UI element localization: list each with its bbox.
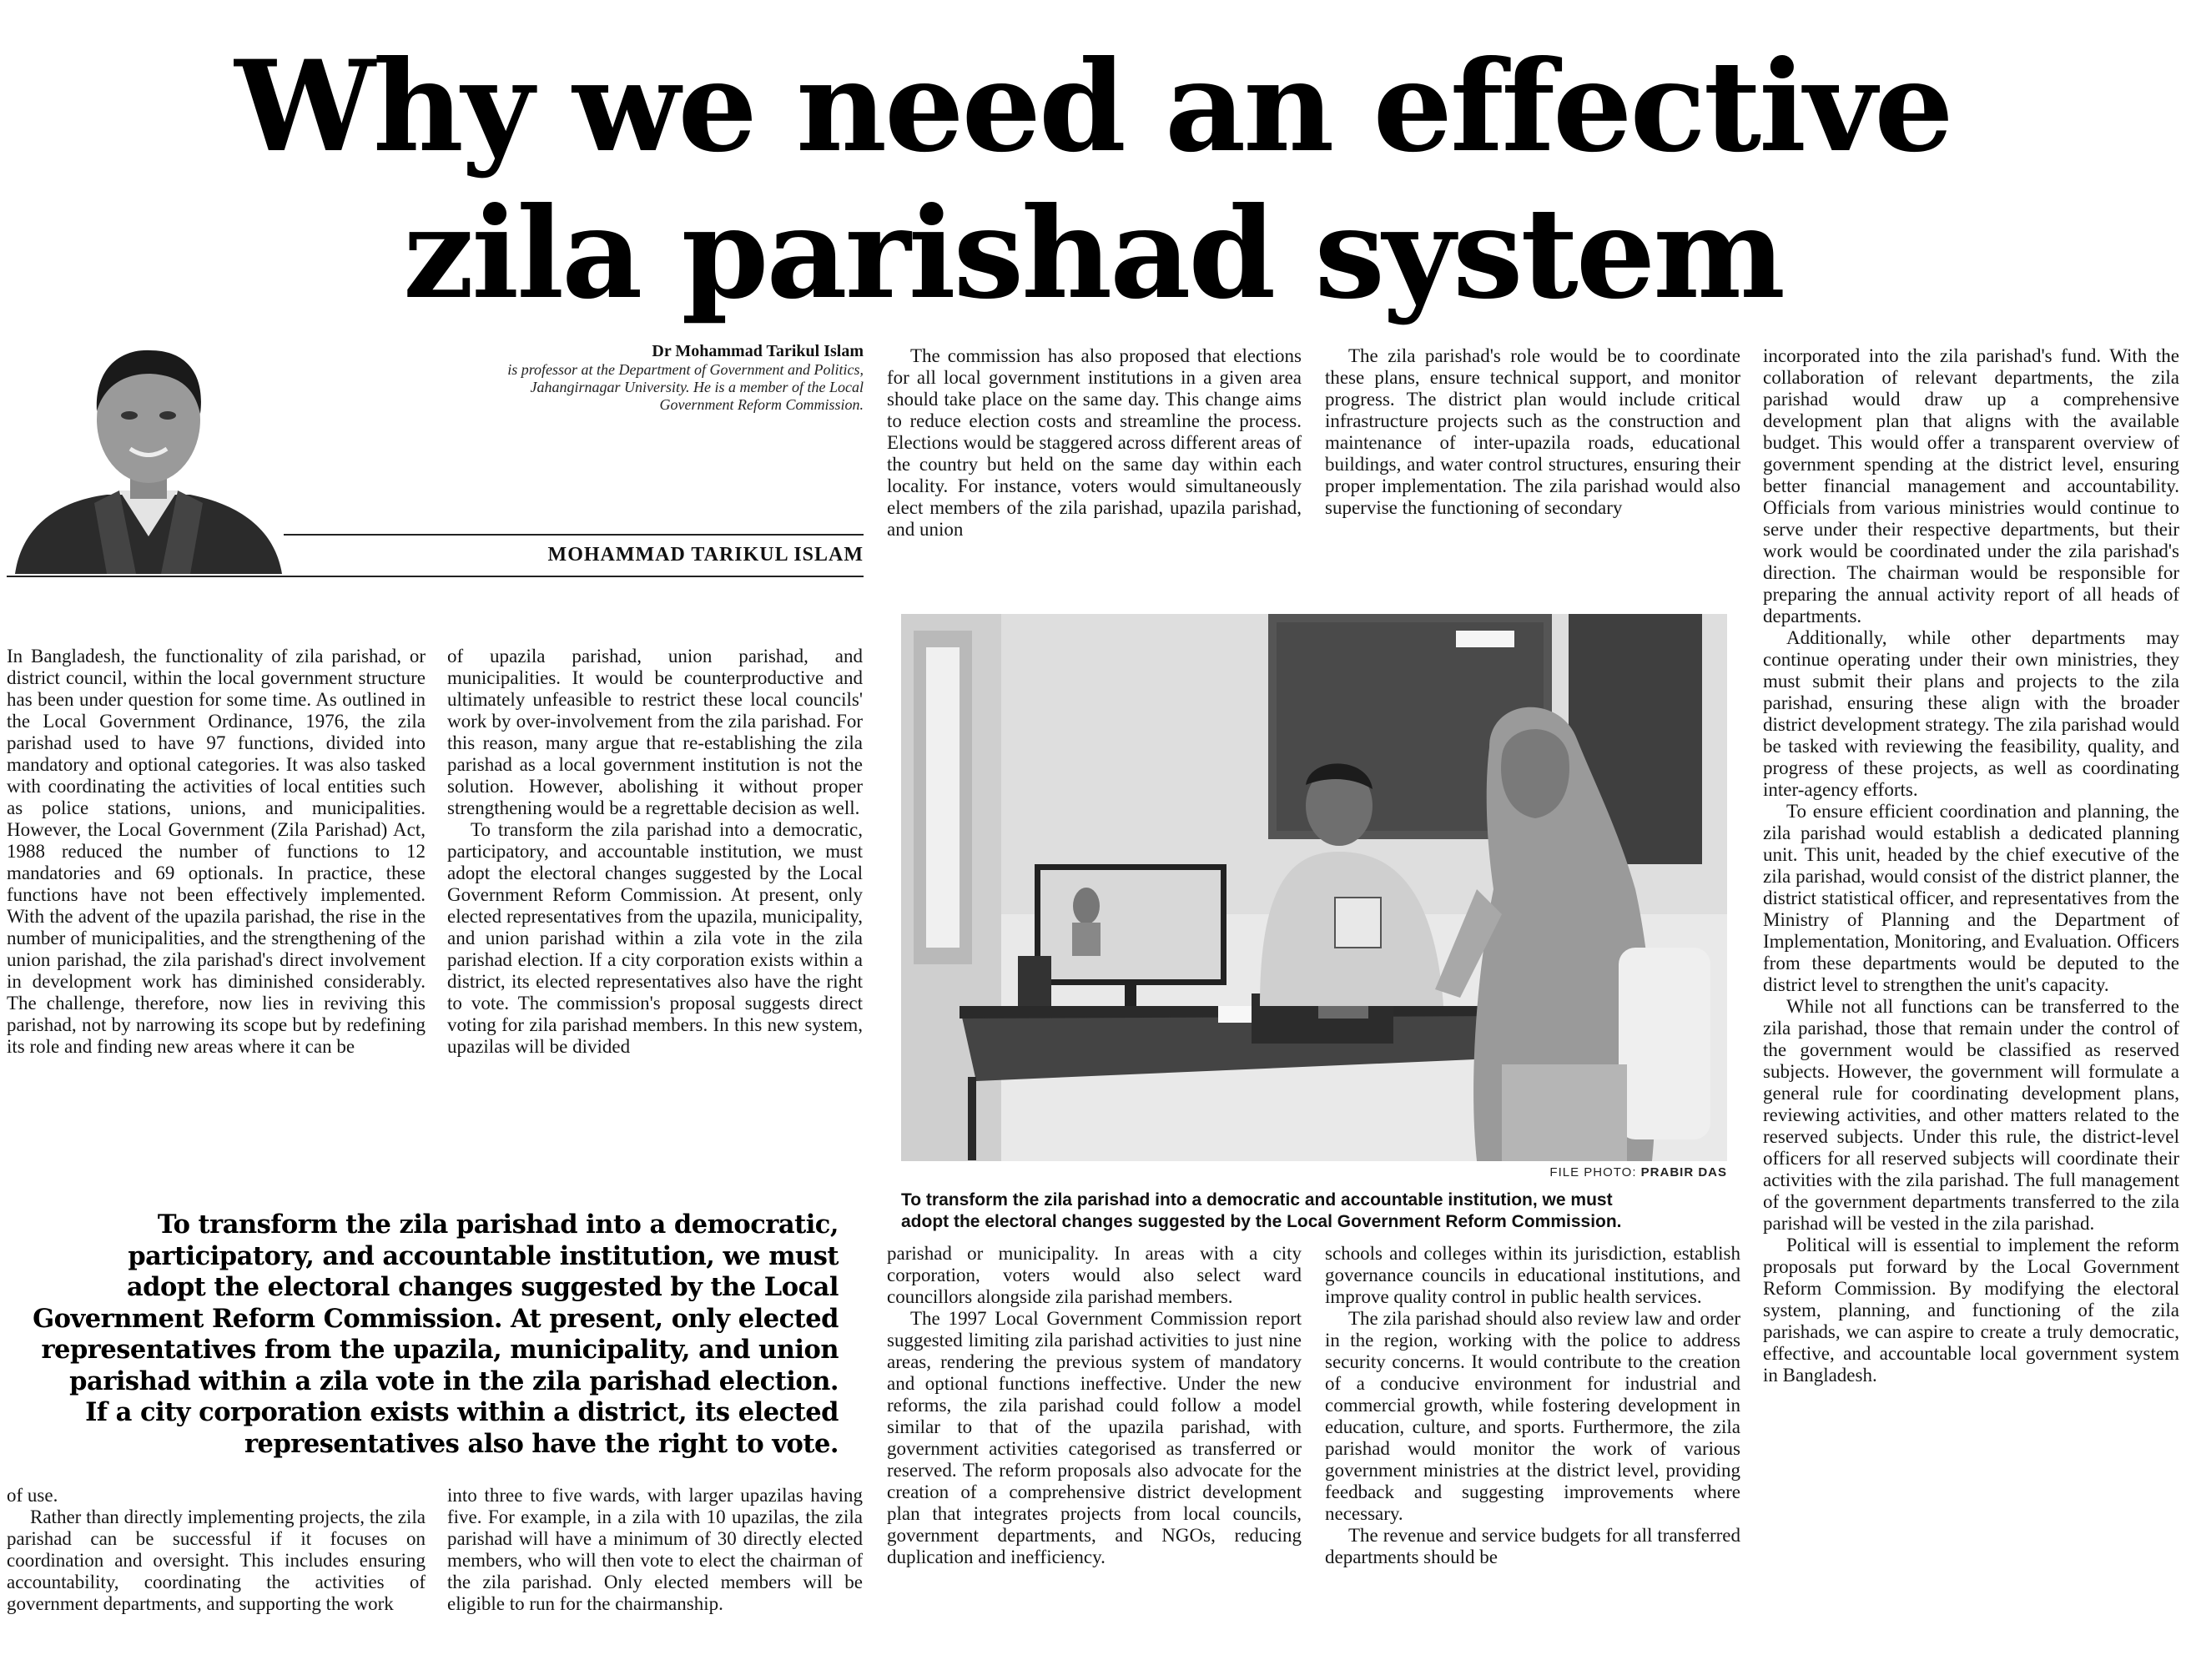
photo-caption-line-2: adopt the electoral changes suggested by the Local Government Reform Commission.	[901, 1212, 1622, 1231]
photo-credit-prefix: FILE PHOTO:	[1549, 1165, 1637, 1180]
author-bottom-rule	[7, 576, 864, 577]
column-5	[1763, 345, 2179, 1673]
author-portrait	[7, 332, 290, 574]
byline-bio-line-1: is professor at the Department of Government and Politics,	[507, 361, 864, 378]
byline-box	[400, 342, 864, 414]
paragraph: In Bangladesh, the functionality of zila parishad, or district council, within the local government structure has been under question for some time. As outlined in the Local Government Ordinance, 1976, the zila parishad used to have 97 functions, divided into mandatory and optional categories. It was also tasked with coordinating the activities of local entities such as police stations, unions, and municipalities. However, the Local Government (Zila Parishad) Act, 1988 reduced the number of functions to 12 mandatories and 69 optionals. In practice, these functions have not been effectively implemented. With the advent of the upazila parishad, the rise in the number of municipalities, and the strengthening of the union parishad, the zila parishad's direct involvement in development work has diminished considerably. The challenge, therefore, now lies in reviving this parishad, not by narrowing its scope but by redefining its role and finding new areas where it can be	[7, 646, 426, 1057]
paragraph: The commission has also proposed that elections for all local government institutions in a given area should take place on the same day. This change aims to reduce election costs and streamline the process. Elections would be staggered across different areas of the country but held on the same day within each locality. For instance, voters would simultaneously elect members of the zila parishad, upazila parishad, and union	[887, 345, 1302, 540]
paragraph: Additionally, while other departments may continue operating under their own ministries, they must submit their plans and projects to the zila parishad, ensuring these align with the broader district development strategy. The zila parishad would be tasked with reviewing the feasibility, quality, and progress of these projects, as well as coordinating inter-agency efforts.	[1763, 627, 2179, 800]
paragraph: Political will is essential to implement the reform proposals put forward by the Local Government Reform Commission. By modifying the electoral system, planning, and functioning of the zila parishads, we can aspire to create a truly democratic, effective, and accountable local government system in Bangladesh.	[1763, 1235, 2179, 1386]
paragraph: The zila parishad's role would be to coordinate these plans, ensure technical support, and monitor progress. The district plan would include critical infrastructure projects such as the construction and maintenance of inter-upazila roads, educational buildings, and water control structures, ensuring their proper implementation. The zila parishad would also supervise the functioning of secondary	[1325, 345, 1740, 518]
pull-quote-line: adopt the electoral changes suggested by the Local	[126, 1272, 839, 1302]
paragraph: To transform the zila parishad into a democratic, participatory, and accountable institution, we must adopt the electoral changes suggested by the Local Government Reform Commission. At present, only elected representatives from the upazila, municipality, and union parishad within a zila vote in the zila parishad election. If a city corporation exists within a district, its elected representatives also have the right to vote. The commission's proposal suggests direct voting for zila parishad members. In this new system, upazilas will be divided	[447, 819, 863, 1057]
photo-caption	[901, 1190, 1735, 1233]
paragraph: of upazila parishad, union parishad, and municipalities. It would be counterproductive and ultimately unfeasible to restrict these local councils' work by over-involvement from the zila parishad. For this reason, many argue that re-establishing the zila parishad as a local government institution is not the solution. However, abolishing it without proper strengthening would be a regrettable decision as well.	[447, 646, 863, 818]
pull-quote-line: To transform the zila parishad into a democratic,	[157, 1210, 839, 1240]
column-1-top	[7, 646, 426, 1146]
paragraph: The zila parishad should also review law and order in the region, working with the police to address security concerns. It would contribute to the creation of a conducive environment for industrial and commercial growth, while fostering development in education, culture, and sports. Furthermore, the zila parishad would monitor the work of various government ministries at the district level, providing feedback and suggesting improvements where necessary.	[1325, 1308, 1740, 1524]
pull-quote-line: representatives from the upazila, municipality, and union	[41, 1335, 839, 1365]
paragraph: of use.	[7, 1485, 58, 1506]
pull-quote	[17, 1210, 839, 1460]
photo-caption-line-1: To transform the zila parishad into a democratic and accountable institution, we must	[901, 1190, 1613, 1210]
byline-name: Dr Mohammad Tarikul Islam	[652, 342, 864, 360]
paragraph: The 1997 Local Government Commission report suggested limiting zila parishad activities to just nine areas, rendering the previous system of mandatory and optional functions ineffective. Under the new reforms, the zila parishad could follow a model similar to that of the upazila parishad, with government activities categorised as transferred or reserved. The reform proposals also advocate for the creation of a comprehensive district development plan that integrates projects from local councils, government departments, and NGOs, reducing duplication and inefficiency.	[887, 1308, 1302, 1567]
column-1-bottom	[7, 1485, 426, 1668]
photo-credit	[1485, 1165, 1727, 1180]
paragraph: parishad or municipality. In areas with a city corporation, voters would also select ward councillors alongside zila parishad members.	[887, 1243, 1302, 1307]
pull-quote-line: Government Reform Commission. At present, only elected	[33, 1303, 839, 1334]
pull-quote-line: If a city corporation exists within a district, its elected	[85, 1397, 839, 1427]
paragraph: While not all functions can be transferred to the zila parishad, those that remain under the control of the government would be classified as reserved subjects. However, the government will formulate a general rule for coordinating development plans, reviewing activities, and other matters related to the reserved subjects. Under this rule, the district-level officers for all reserved subjects will coordinate their activities with the zila parishad. The full management of the government departments transferred to the zila parishad will be vested in the zila parishad.	[1763, 996, 2179, 1234]
paragraph: Rather than directly implementing projects, the zila parishad can be successful if it focuses on coordination and oversight. This includes ensuring accountability, coordinating the activities of government departments, and supporting the work	[7, 1506, 426, 1614]
photo-credit-name: PRABIR DAS	[1640, 1165, 1727, 1180]
paragraph: into three to five wards, with larger upazilas having five. For example, in a zila with 10 upazilas, the zila parishad will have a minimum of 30 directly elected members, who will then vote to elect the chairman of the zila parishad. Only elected members will be eligible to run for the chairmanship.	[447, 1485, 863, 1614]
column-4-top	[1325, 345, 1740, 612]
pull-quote-line: parishad within a zila vote in the zila parishad election.	[69, 1366, 839, 1396]
paragraph: incorporated into the zila parishad's fund. With the collaboration of relevant departments, the zila parishad would draw up a comprehensive development plan that aligns with the available budget. This would offer a transparent overview of government spending at the district level, ensuring better financial management and accountability. Officials from various ministries would continue to serve under their respective departments, but their work would be coordinated under the zila parishad's direction. The chairman would be responsible for preparing the annual activity report of all heads of departments.	[1763, 345, 2179, 626]
column-4-bottom	[1325, 1243, 1740, 1672]
column-3-top	[887, 345, 1302, 612]
news-photo	[901, 614, 1727, 1161]
byline-bio-line-2: Jahangirnagar University. He is a member of the Local	[530, 379, 864, 395]
pull-quote-line: participatory, and accountable institution, we must	[128, 1240, 839, 1271]
headline-line-2: zila parishad system	[403, 180, 1783, 327]
author-name-caps: MOHAMMAD TARIKUL ISLAM	[547, 544, 864, 566]
headline	[0, 33, 2186, 327]
paragraph: schools and colleges within its jurisdiction, establish governance councils in educational institutions, and improve quality control in public health services.	[1325, 1243, 1740, 1307]
headline-line-1: Why we need an effective	[234, 33, 1952, 180]
column-2-top	[447, 646, 863, 1146]
column-2-bottom	[447, 1485, 863, 1668]
byline-rule	[284, 534, 864, 536]
paragraph: The revenue and service budgets for all transferred departments should be	[1325, 1525, 1740, 1567]
paragraph: To ensure efficient coordination and planning, the zila parishad would establish a dedicated planning unit. This unit, headed by the chief executive of the zila parishad, would consist of the district planner, the district statistical officer, and representatives from the Ministry of Planning and the Department of Implementation, Monitoring, and Evaluation. Officers from these departments would be deputed to the district level to strengthen the unit's capacity.	[1763, 801, 2179, 995]
byline-bio-line-3: Government Reform Commission.	[659, 396, 864, 413]
column-3-bottom	[887, 1243, 1302, 1672]
pull-quote-line: representatives also have the right to vote.	[244, 1428, 839, 1459]
